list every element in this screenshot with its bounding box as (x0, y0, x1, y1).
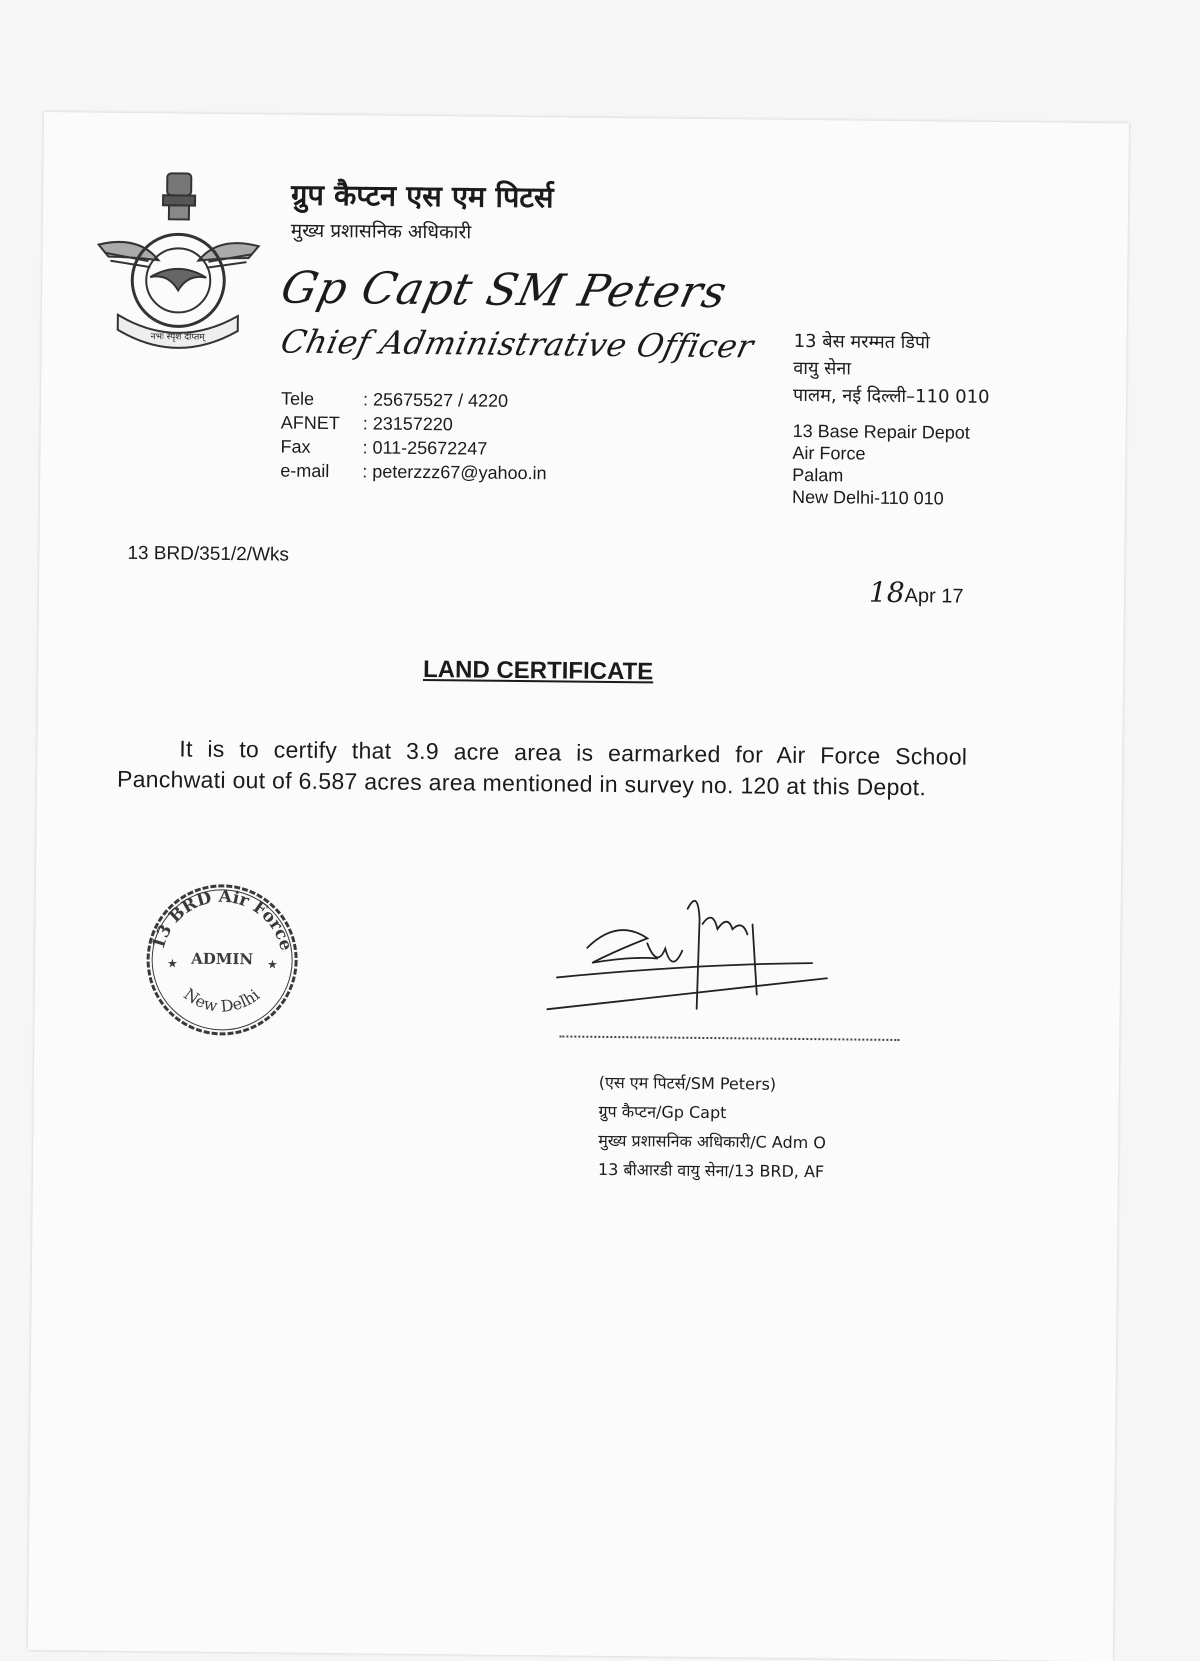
certificate-body: It is to certify that 3.9 acre area is earmarked for Air Force School Panchwati out of 6.587 acres area mentioned in survey no. 120 at this Depot. (116, 735, 968, 801)
letter-date (869, 576, 964, 610)
reference-number: 13 BRD/351/2/Wks (127, 542, 290, 566)
stamp-center-text: ADMIN (191, 949, 254, 969)
date-month-year: Apr 17 (904, 585, 964, 608)
contact-label: Fax (280, 436, 311, 457)
stamp-bottom-text: New Delhi (180, 984, 264, 1016)
officer-title-english: Chief Administrative Officer (277, 322, 758, 366)
signatory-appointment: मुख्य प्रशासनिक अधिकारी/C Adm O (598, 1130, 827, 1153)
email-value: : peterzzz67@yahoo.in (362, 461, 547, 484)
address-hindi (793, 328, 990, 411)
address-line: Palam (792, 464, 844, 486)
contact-row (281, 410, 548, 437)
officer-name-hindi: ग्रुप कैप्टन एस एम पिटर्स (290, 177, 554, 215)
office-stamp (136, 871, 308, 1043)
signatory-unit: 13 बीआरडी वायु सेना/13 BRD, AF (597, 1159, 825, 1182)
contact-row (281, 386, 548, 413)
svg-text:★: ★ (267, 957, 278, 972)
contact-label: Tele (280, 388, 315, 409)
contact-label: AFNET (280, 412, 340, 434)
signatory-rank: ग्रुप कैप्टन/Gp Capt (598, 1101, 727, 1123)
emblem-motto: नभः स्पृशं दीप्तम् (150, 332, 205, 343)
address-english (792, 420, 970, 510)
signature-block (598, 1068, 827, 1186)
address-line: वायु सेना (793, 357, 852, 380)
address-line: 13 बेस मरम्मत डिपो (793, 330, 930, 354)
contact-value: : 23157220 (362, 413, 453, 435)
officer-title-hindi: मुख्य प्रशासनिक अधिकारी (290, 219, 472, 244)
address-line: पालम, नई दिल्ली–110 010 (792, 384, 990, 408)
signatory-name: (एस एम पिटर्स/SM Peters) (598, 1072, 777, 1094)
contact-row (280, 458, 547, 485)
document-heading: LAND CERTIFICATE (422, 656, 654, 686)
address-line: 13 Base Repair Depot (792, 420, 970, 443)
air-force-emblem (87, 164, 269, 356)
letter-page (28, 112, 1129, 1661)
date-day: 18 (868, 575, 905, 610)
contact-details (280, 386, 547, 485)
contact-value: : 011-25672247 (362, 437, 488, 459)
officer-name-english: Gp Capt SM Peters (276, 262, 733, 319)
signature-dotted-line (559, 1035, 899, 1041)
contact-row (280, 434, 547, 461)
address-line: New Delhi-110 010 (791, 486, 944, 509)
handwritten-signature (546, 877, 838, 1030)
stamp-top-text: 13 BRD Air Force (148, 886, 296, 953)
svg-text:New Delhi (180, 984, 263, 1016)
svg-text:★: ★ (167, 956, 178, 971)
svg-text:13 BRD Air Force (149, 886, 297, 953)
contact-label: e-mail (280, 460, 330, 482)
contact-value: : 25675527 / 4220 (362, 389, 509, 411)
address-line: Air Force (792, 442, 866, 464)
